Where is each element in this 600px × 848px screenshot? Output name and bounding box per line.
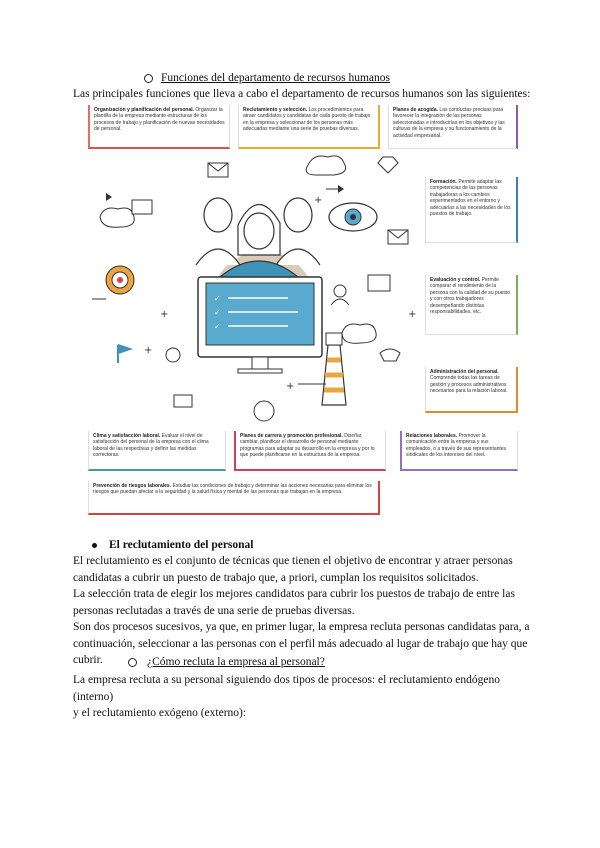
box-clima: Clima y satisfacción laboral. Evaluar el nivel de satisfacción del personal de la empresa con el clima laboral de las respectivas y definir las medidas correctoras. [88, 431, 226, 471]
subheading: Funciones del departamento de recursos humanos [144, 72, 390, 84]
bullet-icon [92, 543, 97, 548]
box-relaciones: Relaciones laborales. Promover la comunicación entre la empresa y sus empleados, o a través de sus representantes sindicales de los intereses del nivel. [400, 431, 518, 471]
paragraph-3: Son dos procesos sucesivos, ya que, en primer lugar, la empresa recluta personas candidatas para, a continuación, seleccionar a las personas con el perfil más adecuado al lugar de trabajo que hay que cubrir. [73, 621, 530, 666]
svg-text:+: + [314, 195, 323, 206]
box-reclutamiento: Reclutamiento y selección. Los procedimientos para atraer candidatos y candidatas de cada puesto de trabajo en la empresa y seleccionar de los personas más adecuadas mediante una serie de pruebas diversas. [238, 105, 380, 149]
box-planes-carrera: Planes de carrera y promoción profesional. Diseñar, cambiar, planificar el desarrollo de personal mediante programas para adaptar su desarrollo en la empresa y por lo que puede planificarse en la estructura de la empresa. [234, 431, 386, 471]
svg-text:+: + [286, 381, 295, 392]
infographic [88, 105, 518, 515]
svg-text:✓: ✓ [214, 322, 221, 331]
svg-text:✓: ✓ [214, 308, 221, 317]
svg-text:+: + [144, 345, 153, 356]
svg-text:✓: ✓ [214, 294, 221, 303]
question-heading: ¿Cómo recluta la empresa al personal? [128, 656, 325, 668]
circle-bullet-icon [144, 74, 153, 83]
closing-paragraph: La empresa recluta a su personal siguiendo dos tipos de procesos: el reclutamiento endógeno (interno) y el reclutamiento exógeno (externo): [73, 674, 500, 719]
box-evaluacion: Evaluación y control. Permite comparar el rendimiento de la persona con la calidad de su puesto y con otros trabajadores desempeñando distintas responsabilidades, etc. [425, 275, 518, 335]
svg-text:+: + [160, 309, 169, 320]
box-administracion: Administración del personal. Comprende todas las tareas de gestión y procesos administrativos necesarios para la relación laboral. [425, 367, 518, 413]
box-prevencion: Prevención de riesgos laborales. Estudiar las condiciones de trabajo y determinar las acciones necesarias para eliminar los riesgos que puedan afectar a la seguridad y la salud física y mental de las personas que trabajan en la empresa. [88, 481, 380, 515]
box-formacion: Formación. Permite adaptar las competencias de las personas trabajadoras a los cambios experimentados en el entorno y adecuarlas a las necesidades de los puestos de trabajo. [425, 177, 518, 243]
box-organizacion: Organización y planificación del personal. Organizar la plantilla de la empresa mediante estructuras de los procesos de trabajo y planificación de nuevas necesidades de personal. [88, 105, 230, 149]
circle-bullet-icon [128, 658, 137, 667]
paragraph-1: El reclutamiento es el conjunto de técnicas que tienen el objetivo de encontrar y atraer personas candidatas a cubrir un puesto de trabajo que, a priori, cumplan los requisitos solicitados. [73, 555, 513, 584]
paragraph-2: La selección trata de elegir los mejores candidatos para cubrir los puestos de trabajo de entre las personas reclutadas a través de una serie de pruebas diversas. [73, 588, 515, 617]
svg-text:+: + [408, 309, 417, 320]
box-acogida: Planes de acogida. Las conductas precisas para favorecer la integración de las personas seleccionadas e introducirlas en los objetivos y las culturas de la empresa y su funcionamiento de la actividad empresarial. [388, 105, 518, 149]
section-title: El reclutamiento del personal [92, 539, 254, 551]
intro-text: Las principales funciones que lleva a cabo el departamento de recursos humanos son las siguientes: [73, 88, 531, 100]
